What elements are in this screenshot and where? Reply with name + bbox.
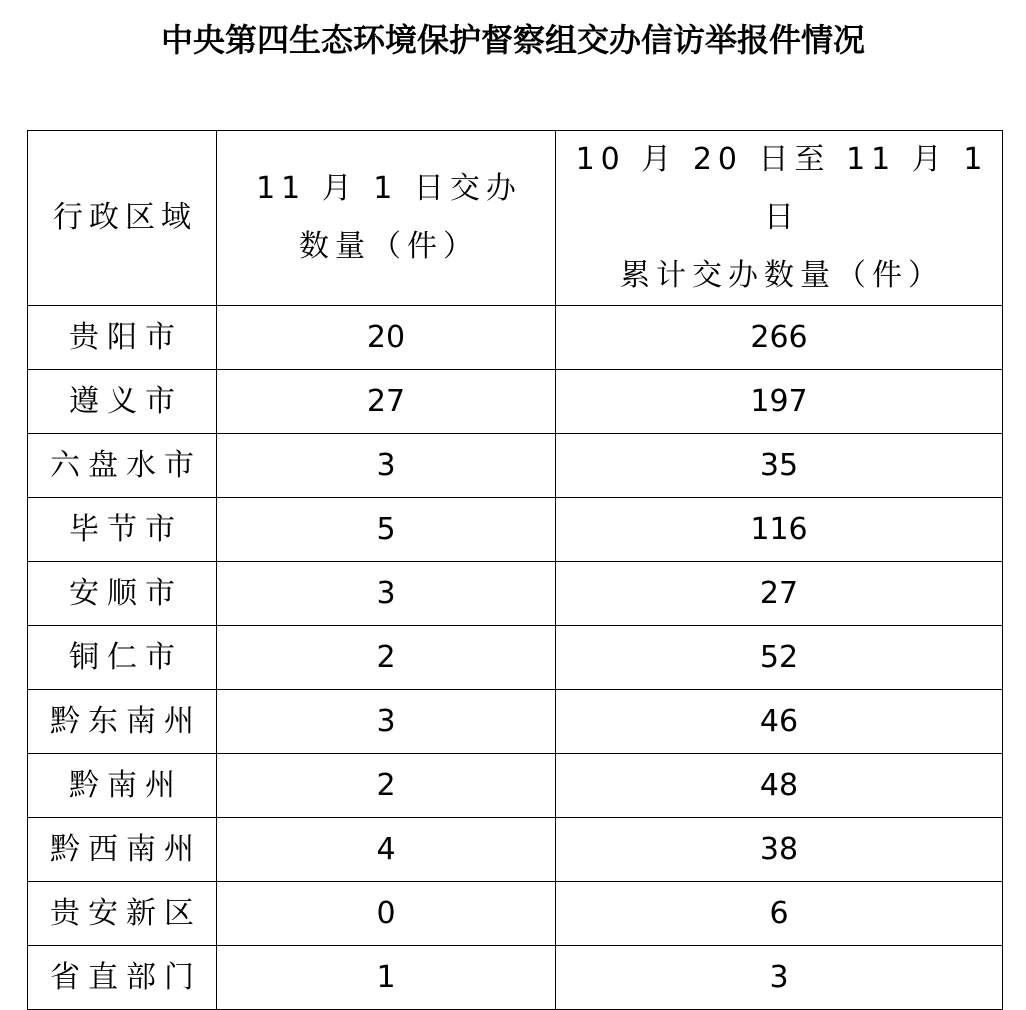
cell-cumulative: 116 xyxy=(556,498,1003,562)
cell-region: 遵义市 xyxy=(28,370,217,434)
cell-region: 安顺市 xyxy=(28,562,217,626)
table-row xyxy=(28,562,1003,626)
table-row xyxy=(28,690,1003,754)
table-row xyxy=(28,498,1003,562)
header-region: 行政区域 xyxy=(28,131,217,306)
cell-daily: 1 xyxy=(217,946,556,1010)
cell-daily: 27 xyxy=(217,370,556,434)
header-daily xyxy=(217,131,556,306)
header-cumulative-line2: 累计交办数量（件） xyxy=(620,258,944,293)
cell-cumulative: 46 xyxy=(556,690,1003,754)
cell-region: 铜仁市 xyxy=(28,626,217,690)
cell-region: 黔西南州 xyxy=(28,818,217,882)
header-daily-line2: 数量（件） xyxy=(299,229,479,264)
cell-cumulative: 266 xyxy=(556,306,1003,370)
cell-daily: 3 xyxy=(217,690,556,754)
cell-daily: 5 xyxy=(217,498,556,562)
cell-region: 黔东南州 xyxy=(28,690,217,754)
cell-cumulative: 197 xyxy=(556,370,1003,434)
table-row xyxy=(28,370,1003,434)
cell-daily: 20 xyxy=(217,306,556,370)
cell-cumulative: 52 xyxy=(556,626,1003,690)
cell-region: 毕节市 xyxy=(28,498,217,562)
cell-cumulative: 35 xyxy=(556,434,1003,498)
cell-daily: 4 xyxy=(217,818,556,882)
table-row xyxy=(28,434,1003,498)
cell-region: 黔南州 xyxy=(28,754,217,818)
cell-daily: 3 xyxy=(217,562,556,626)
cell-daily: 2 xyxy=(217,754,556,818)
table-row xyxy=(28,882,1003,946)
header-daily-line1: 11 月 1 日交办 xyxy=(256,171,522,206)
table-row xyxy=(28,946,1003,1010)
table-row xyxy=(28,754,1003,818)
table-row xyxy=(28,306,1003,370)
header-cumulative-line1: 10 月 20 日至 11 月 1 日 xyxy=(575,142,989,235)
table-row xyxy=(28,626,1003,690)
cell-cumulative: 48 xyxy=(556,754,1003,818)
table-row xyxy=(28,818,1003,882)
table-header-row xyxy=(28,131,1003,306)
cell-daily: 3 xyxy=(217,434,556,498)
header-cumulative xyxy=(556,131,1003,306)
cell-cumulative: 6 xyxy=(556,882,1003,946)
cell-daily: 0 xyxy=(217,882,556,946)
petition-table xyxy=(27,130,1003,1010)
cell-region: 省直部门 xyxy=(28,946,217,1010)
cell-region: 六盘水市 xyxy=(28,434,217,498)
cell-cumulative: 27 xyxy=(556,562,1003,626)
page-title: 中央第四生态环境保护督察组交办信访举报件情况 xyxy=(160,21,865,59)
cell-cumulative: 3 xyxy=(556,946,1003,1010)
cell-daily: 2 xyxy=(217,626,556,690)
cell-cumulative: 38 xyxy=(556,818,1003,882)
cell-region: 贵阳市 xyxy=(28,306,217,370)
cell-region: 贵安新区 xyxy=(28,882,217,946)
